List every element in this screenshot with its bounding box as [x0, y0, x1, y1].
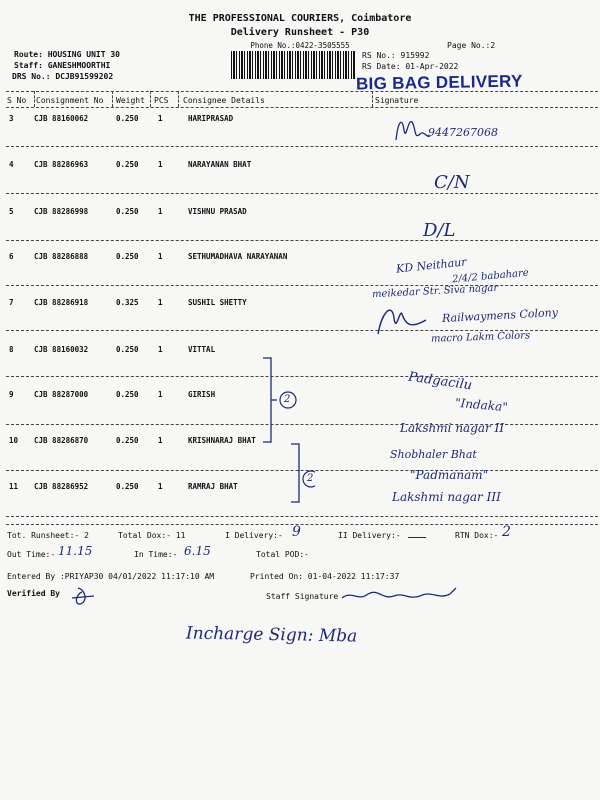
col-consignee: Consignee Details [183, 96, 265, 105]
row-consignment: CJB 88286918 [34, 298, 89, 307]
ii-delivery-label: II Delivery:- [338, 531, 401, 540]
row-consignment: CJB 88286870 [34, 436, 89, 445]
drs-number: DRS No.: DCJB91599202 [12, 72, 114, 81]
in-time-value: 6.15 [184, 544, 211, 558]
row-divider [6, 146, 598, 147]
col-divider [112, 91, 113, 107]
verified-by-signature [68, 584, 98, 608]
row-weight: 0.250 [116, 207, 139, 216]
printed-on: Printed On: 01-04-2022 11:17:37 [250, 572, 400, 581]
row-consignment: CJB 88160062 [34, 114, 89, 123]
bracket-label-a: 2 [284, 394, 291, 405]
row-sno: 6 [9, 252, 14, 261]
bracket-label-b: 2 [307, 473, 314, 484]
verified-by-label: Verified By [7, 589, 60, 598]
out-time-label: Out Time:- [7, 550, 56, 559]
row-consignment: CJB 88286963 [34, 160, 89, 169]
col-divider [150, 91, 151, 107]
row-sno: 10 [9, 436, 19, 445]
i-delivery-value: 9 [292, 524, 301, 540]
header-top-rule [6, 91, 598, 92]
document-title: Delivery Runsheet - P30 [230, 27, 370, 38]
row-divider [6, 516, 598, 517]
row-sno: 7 [9, 298, 14, 307]
col-divider [34, 91, 35, 107]
col-divider [178, 91, 179, 107]
row-pcs: 1 [158, 345, 163, 354]
i-delivery-label: I Delivery:- [225, 531, 283, 540]
signature-scribble-row3 [392, 112, 432, 146]
tot-runsheet: Tot. Runsheet:- 2 [7, 531, 89, 540]
header-bottom-rule [6, 107, 598, 108]
row-pcs: 1 [158, 482, 163, 491]
row-sno: 4 [9, 160, 14, 169]
route: Route: HOUSING UNIT 30 [14, 50, 120, 59]
handwritten-address-row10-b: "Padmanam" [410, 468, 489, 482]
ii-delivery-dash [408, 537, 426, 538]
row-pcs: 1 [158, 298, 163, 307]
row-consignment: CJB 88286952 [34, 482, 89, 491]
row-consignee: VITTAL [188, 345, 216, 354]
signature-scribble-row7 [372, 298, 432, 340]
row-consignment: CJB 88160032 [34, 345, 89, 354]
row-weight: 0.250 [116, 345, 139, 354]
row-weight: 0.250 [116, 390, 139, 399]
handwritten-address-row6-a: KD Neithaur [395, 255, 468, 276]
row-consignee: NARAYANAN BHAT [188, 160, 252, 169]
row-sno: 5 [9, 207, 14, 216]
row-weight: 0.250 [116, 160, 139, 169]
row-pcs: 1 [158, 252, 163, 261]
big-bag-delivery-stamp: BIG BAG DELIVERY [355, 71, 523, 94]
handwritten-address-row6-c: meikedar Str. Siva nagar [371, 282, 499, 301]
col-divider [372, 91, 373, 107]
col-sno: S No [7, 96, 27, 105]
staff-signature-scribble [338, 584, 464, 606]
col-consignment: Consignment No [36, 96, 104, 105]
row-consignee: RAMRAJ BHAT [188, 482, 238, 491]
handwritten-address-row7-b: macro Lakm Colors [430, 330, 531, 345]
row-divider [6, 285, 598, 286]
rs-number: RS No.: 915992 [362, 51, 430, 60]
staff: Staff: GANESHMOORTHI [14, 61, 111, 70]
entered-by: Entered By :PRIYAP30 04/01/2022 11:17:10 AM [7, 572, 215, 581]
row-consignee: VISHNU PRASAD [188, 207, 247, 216]
rtn-dox-label: RTN Dox:- [455, 531, 499, 540]
row-consignee: HARIPRASAD [188, 114, 234, 123]
row-divider [6, 240, 598, 241]
rtn-dox-value: 2 [502, 524, 511, 540]
row-weight: 0.250 [116, 482, 139, 491]
row-consignment: CJB 88286998 [34, 207, 89, 216]
row-weight: 0.250 [116, 114, 139, 123]
phone-number: Phone No.:0422-3505555 [250, 41, 350, 50]
handwritten-address-row9-a: Padgacilu [407, 369, 474, 394]
row-weight: 0.250 [116, 436, 139, 445]
bracket-markers [255, 352, 315, 512]
row-consignment: CJB 88287000 [34, 390, 89, 399]
total-dox: Total Dox:- 11 [118, 531, 186, 540]
row-consignee: SUSHIL SHETTY [188, 298, 247, 307]
handwritten-cn: C/N [434, 172, 470, 193]
row-divider [6, 193, 598, 194]
row-pcs: 1 [158, 160, 163, 169]
handwritten-dl: D/L [423, 220, 456, 241]
row-pcs: 1 [158, 390, 163, 399]
row-consignee: GIRISH [188, 390, 216, 399]
col-pcs: PCS [154, 96, 169, 105]
rs-date: RS Date: 01-Apr-2022 [362, 62, 459, 71]
row-consignment: CJB 88286888 [34, 252, 89, 261]
handwritten-address-row9-c: Lakshmi nagar II [400, 421, 505, 435]
row-pcs: 1 [158, 114, 163, 123]
in-time-label: In Time:- [134, 550, 178, 559]
barcode [231, 51, 355, 79]
handwritten-address-row7-a: Railwaymens Colony [441, 305, 559, 326]
handwritten-address-row10-c: Lakshmi nagar III [392, 490, 501, 504]
row-pcs: 1 [158, 436, 163, 445]
out-time-value: 11.15 [58, 544, 93, 558]
row-consignee: SETHUMADHAVA NARAYANAN [188, 252, 288, 261]
handwritten-address-row6-b: 2/4/2 babahare [451, 267, 530, 286]
row-weight: 0.325 [116, 298, 139, 307]
row-sno: 3 [9, 114, 14, 123]
col-signature: Signature [375, 96, 419, 105]
col-weight: Weight [116, 96, 145, 105]
row-pcs: 1 [158, 207, 163, 216]
row-sno: 9 [9, 390, 14, 399]
handwritten-address-row9-b: "Indaka" [454, 395, 509, 415]
page-number: Page No.:2 [447, 41, 496, 50]
row-sno: 11 [9, 482, 19, 491]
incharge-signature: Incharge Sign: Mba [185, 623, 358, 647]
company-title: THE PROFESSIONAL COURIERS, Coimbatore [188, 13, 412, 24]
row-weight: 0.250 [116, 252, 139, 261]
total-pod-label: Total POD:- [256, 550, 309, 559]
row-sno: 8 [9, 345, 14, 354]
row-consignee: KRISHNARAJ BHAT [188, 436, 256, 445]
staff-signature-label: Staff Signature [266, 592, 339, 601]
handwritten-address-row10-a: Shobhaler Bhat [390, 448, 477, 461]
handwritten-phone: 9447267068 [428, 126, 498, 139]
